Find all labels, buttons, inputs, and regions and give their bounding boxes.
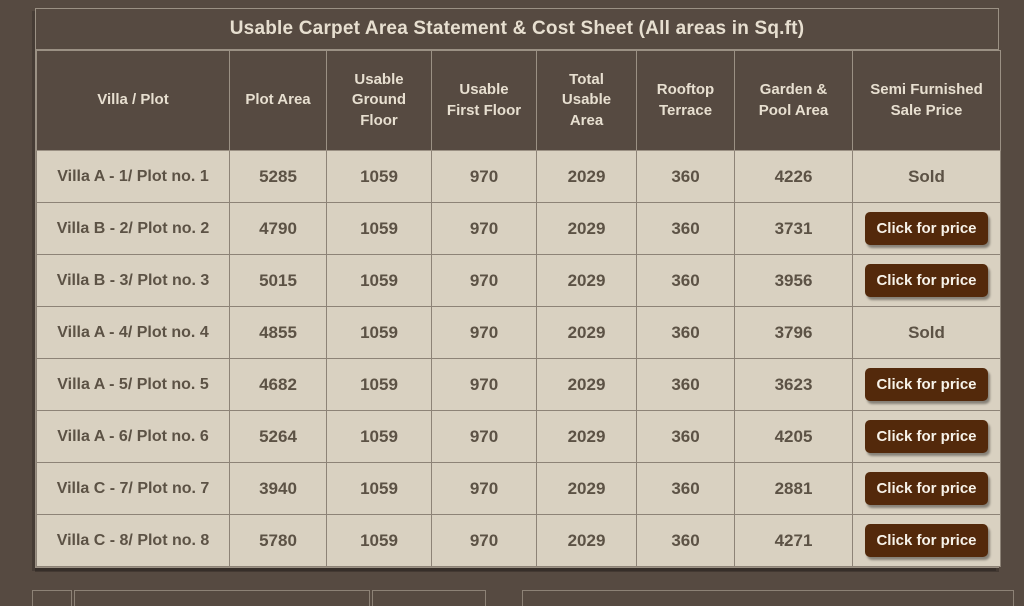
click-for-price-button[interactable]: Click for price	[865, 212, 987, 245]
cell-usable-ground-floor: 1059	[327, 515, 432, 567]
cell-garden-pool-area: 3623	[735, 359, 853, 411]
column-header-usable-ground-floor: Usable Ground Floor	[327, 51, 432, 151]
cell-usable-first-floor: 970	[432, 515, 537, 567]
cell-rooftop-terrace: 360	[637, 515, 735, 567]
cell-rooftop-terrace: 360	[637, 463, 735, 515]
cell-usable-ground-floor: 1059	[327, 203, 432, 255]
sold-label: Sold	[908, 166, 945, 186]
cell-usable-first-floor: 970	[432, 411, 537, 463]
click-for-price-button[interactable]: Click for price	[865, 368, 987, 401]
table-row	[37, 359, 1001, 411]
cell-sale-price	[853, 255, 1001, 307]
cell-plot-area: 5264	[230, 411, 327, 463]
cost-sheet-table	[35, 8, 999, 568]
table-row	[37, 411, 1001, 463]
cell-usable-first-floor: 970	[432, 463, 537, 515]
column-header-plot-area: Plot Area	[230, 51, 327, 151]
cell-total-usable-area: 2029	[537, 515, 637, 567]
cell-sale-price	[853, 307, 1001, 359]
cell-garden-pool-area: 2881	[735, 463, 853, 515]
cell-sale-price	[853, 515, 1001, 567]
cell-usable-first-floor: 970	[432, 255, 537, 307]
cell-total-usable-area: 2029	[537, 307, 637, 359]
cell-usable-ground-floor: 1059	[327, 463, 432, 515]
cell-total-usable-area: 2029	[537, 151, 637, 203]
table-title: Usable Carpet Area Statement & Cost Sheet (All areas in Sq.ft)	[36, 9, 998, 50]
cell-total-usable-area: 2029	[537, 411, 637, 463]
cell-usable-ground-floor: 1059	[327, 359, 432, 411]
cell-plot-area: 5015	[230, 255, 327, 307]
table-row	[37, 151, 1001, 203]
cell-villa-plot: Villa A - 6/ Plot no. 6	[37, 411, 230, 463]
cell-plot-area: 5780	[230, 515, 327, 567]
cell-total-usable-area: 2029	[537, 463, 637, 515]
cell-plot-area: 4682	[230, 359, 327, 411]
cell-villa-plot: Villa A - 1/ Plot no. 1	[37, 151, 230, 203]
click-for-price-button[interactable]: Click for price	[865, 264, 987, 297]
cell-sale-price	[853, 411, 1001, 463]
cell-rooftop-terrace: 360	[637, 307, 735, 359]
cell-villa-plot: Villa C - 7/ Plot no. 7	[37, 463, 230, 515]
column-header-rooftop-terrace: Rooftop Terrace	[637, 51, 735, 151]
table-row	[37, 255, 1001, 307]
table-body	[37, 151, 1001, 567]
column-header-usable-first-floor: Usable First Floor	[432, 51, 537, 151]
cell-plot-area: 3940	[230, 463, 327, 515]
cell-usable-ground-floor: 1059	[327, 255, 432, 307]
cell-garden-pool-area: 4271	[735, 515, 853, 567]
cell-villa-plot: Villa B - 3/ Plot no. 3	[37, 255, 230, 307]
table-row	[37, 307, 1001, 359]
cell-rooftop-terrace: 360	[637, 151, 735, 203]
cell-garden-pool-area: 4205	[735, 411, 853, 463]
table-header	[37, 51, 1001, 151]
cell-garden-pool-area: 4226	[735, 151, 853, 203]
stub-cell	[74, 590, 370, 606]
stub-cell	[32, 590, 72, 606]
cell-usable-first-floor: 970	[432, 307, 537, 359]
click-for-price-button[interactable]: Click for price	[865, 420, 987, 453]
cell-sale-price	[853, 463, 1001, 515]
column-header-garden-pool-area: Garden & Pool Area	[735, 51, 853, 151]
cell-villa-plot: Villa A - 5/ Plot no. 5	[37, 359, 230, 411]
cell-usable-first-floor: 970	[432, 151, 537, 203]
cell-sale-price	[853, 151, 1001, 203]
table-row	[37, 463, 1001, 515]
cell-usable-first-floor: 970	[432, 203, 537, 255]
stub-cell	[372, 590, 486, 606]
cell-sale-price	[853, 203, 1001, 255]
cell-villa-plot: Villa B - 2/ Plot no. 2	[37, 203, 230, 255]
cell-plot-area: 5285	[230, 151, 327, 203]
cell-villa-plot: Villa C - 8/ Plot no. 8	[37, 515, 230, 567]
stub-cell	[522, 590, 1014, 606]
cell-garden-pool-area: 3796	[735, 307, 853, 359]
cell-usable-ground-floor: 1059	[327, 151, 432, 203]
cell-usable-ground-floor: 1059	[327, 307, 432, 359]
cell-rooftop-terrace: 360	[637, 255, 735, 307]
cell-sale-price	[853, 359, 1001, 411]
cell-garden-pool-area: 3731	[735, 203, 853, 255]
table-row	[37, 203, 1001, 255]
cell-rooftop-terrace: 360	[637, 359, 735, 411]
cell-villa-plot: Villa A - 4/ Plot no. 4	[37, 307, 230, 359]
column-header-sale-price: Semi Furnished Sale Price	[853, 51, 1001, 151]
sold-label: Sold	[908, 322, 945, 342]
cell-total-usable-area: 2029	[537, 203, 637, 255]
cell-total-usable-area: 2029	[537, 359, 637, 411]
cell-total-usable-area: 2029	[537, 255, 637, 307]
table-row	[37, 515, 1001, 567]
next-table-stub-left	[32, 590, 486, 606]
click-for-price-button[interactable]: Click for price	[865, 472, 987, 505]
column-header-total-usable-area: Total Usable Area	[537, 51, 637, 151]
cell-rooftop-terrace: 360	[637, 203, 735, 255]
column-header-villa-plot: Villa / Plot	[37, 51, 230, 151]
cell-garden-pool-area: 3956	[735, 255, 853, 307]
cell-plot-area: 4790	[230, 203, 327, 255]
cell-usable-first-floor: 970	[432, 359, 537, 411]
click-for-price-button[interactable]: Click for price	[865, 524, 987, 557]
cell-usable-ground-floor: 1059	[327, 411, 432, 463]
cell-plot-area: 4855	[230, 307, 327, 359]
cell-rooftop-terrace: 360	[637, 411, 735, 463]
next-table-stub-right	[522, 590, 1014, 606]
